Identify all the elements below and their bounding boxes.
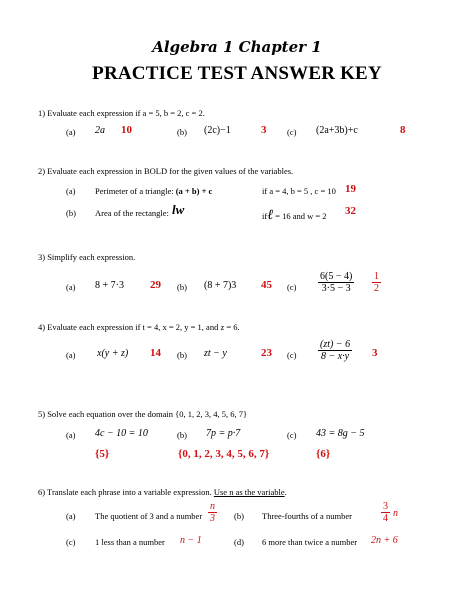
q5b-expression: 7p = p·7	[206, 428, 241, 439]
q5a-expression: 4c − 10 = 10	[95, 428, 148, 439]
q3c-answer: $\frac{1}{2}$	[374, 271, 379, 294]
question-4-prompt: 4) Evaluate each expression if t = 4, x = 2, y = 1, and z = 6.	[38, 322, 240, 332]
q6b-answer-fraction: $\frac{3}{4}$	[383, 501, 388, 524]
q3b-expression: (8 + 7)3	[204, 280, 237, 291]
q1a-answer: 10	[121, 124, 132, 136]
q5c-label: (c)	[287, 430, 297, 440]
q6d-answer: 2n + 6	[371, 535, 398, 546]
q3c-denominator: 3·5 − 3	[321, 283, 351, 294]
q1a-label: (a)	[66, 127, 76, 137]
q2a-label: (a)	[66, 186, 76, 196]
q6d-text: 6 more than twice a number	[262, 537, 358, 547]
q1c-answer: 8	[400, 124, 406, 136]
q6b-label: (b)	[234, 511, 244, 521]
q4a-answer: 14	[150, 347, 161, 359]
question-3-prompt: 3) Simplify each expression.	[38, 252, 136, 262]
q3b-answer: 45	[261, 279, 272, 291]
q1a-expression: 2a	[95, 125, 105, 136]
q4c-fraction	[318, 339, 352, 362]
q3a-expression: 8 + 7·3	[95, 280, 124, 291]
q5a-label: (a)	[66, 430, 76, 440]
ell-symbol: ℓ	[267, 208, 274, 223]
question-6-prompt: 6) Translate each phrase into a variable expression. Use n as the variable.	[38, 487, 287, 497]
q1b-label: (b)	[177, 127, 187, 137]
question-5-prompt: 5) Solve each equation over the domain {0, 1, 2, 3, 4, 5, 6, 7}	[38, 409, 248, 419]
page-title: PRACTICE TEST ANSWER KEY	[92, 63, 382, 84]
q3c-fraction	[318, 271, 354, 294]
q3c-label: (c)	[287, 282, 297, 292]
question-1-prompt: 1) Evaluate each expression if a = 5, b = 2, c = 2.	[38, 108, 205, 118]
q6c-label: (c)	[66, 537, 76, 547]
question-2-prompt: 2) Evaluate each expression in BOLD for the given values of the variables.	[38, 166, 294, 176]
q2b-text: Area of the rectangle:	[95, 208, 169, 218]
q2b-bold-expression: lw	[172, 202, 185, 217]
q2b-answer: 32	[345, 205, 356, 217]
q6a-text: The quotient of 3 and a number	[95, 511, 203, 521]
q6b-text: Three-fourths of a number	[262, 511, 352, 521]
q3b-label: (b)	[177, 282, 187, 292]
q5b-label: (b)	[177, 430, 187, 440]
q1b-answer: 3	[261, 124, 267, 136]
q2b-given: ifℓ = 16 and w = 2	[262, 208, 327, 223]
q1b-expression: (2c)−1	[204, 125, 231, 136]
q4c-denominator: 8 − x·y	[320, 351, 350, 362]
q2b-label: (b)	[66, 208, 76, 218]
q2a-bold-expression: (a + b) + c	[175, 186, 213, 196]
q4c-answer: 3	[372, 347, 378, 359]
q6b-answer-variable: n	[393, 508, 398, 519]
q5b-answer: {0, 1, 2, 3, 4, 5, 6, 7}	[178, 448, 270, 460]
q1c-expression: (2a+3b)+c	[316, 125, 358, 136]
q3a-answer: 29	[150, 279, 161, 291]
q5c-answer: {6}	[316, 448, 331, 460]
q2a-given: if a = 4, b = 5 , c = 10	[262, 186, 336, 196]
q3a-label: (a)	[66, 282, 76, 292]
q6a-label: (a)	[66, 511, 76, 521]
q4b-answer: 23	[261, 347, 272, 359]
q2a-text: Perimeter of a triangle: (a + b) + c	[95, 186, 213, 196]
q4a-label: (a)	[66, 350, 76, 360]
q4a-expression: x(y + z)	[97, 348, 129, 359]
q1c-label: (c)	[287, 127, 297, 137]
q4b-label: (b)	[177, 350, 187, 360]
page-subtitle: Algebra 1 Chapter 1	[152, 38, 322, 56]
q5c-expression: 43 = 8g − 5	[316, 428, 365, 439]
q3c-numerator: 6(5 − 4)	[320, 271, 353, 282]
q4c-label: (c)	[287, 350, 297, 360]
q6c-answer: n − 1	[180, 535, 202, 546]
q2a-answer: 19	[345, 183, 356, 195]
q4c-numerator: (zt) − 6	[320, 339, 351, 350]
q6a-answer: $\frac{n}{3}$	[210, 501, 215, 524]
q6c-text: 1 less than a number	[95, 537, 165, 547]
q4b-expression: zt − y	[204, 348, 227, 359]
q5a-answer: {5}	[95, 448, 110, 460]
q6d-label: (d)	[234, 537, 244, 547]
